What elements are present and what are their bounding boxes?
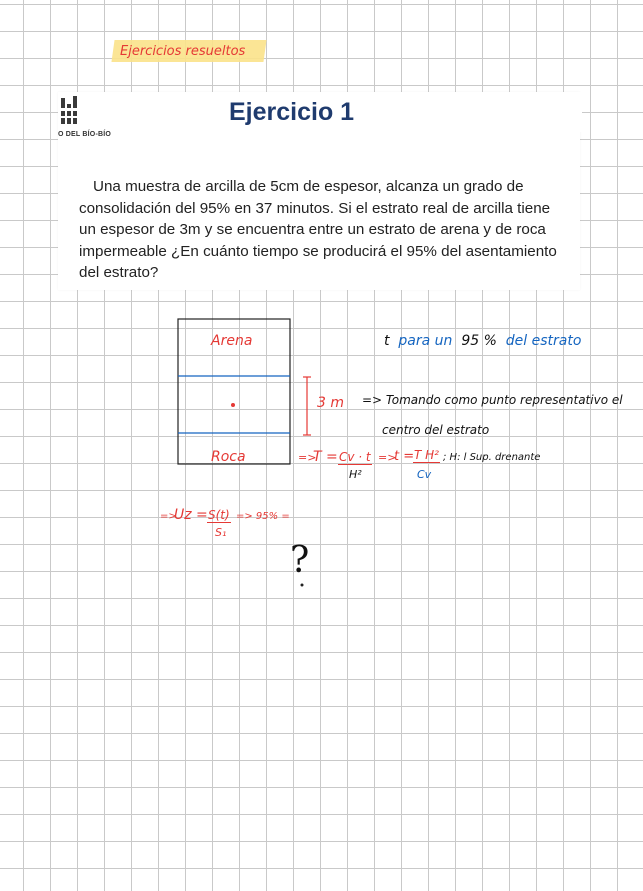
target-suffix: del estrato — [505, 333, 582, 349]
layer-label-roca: Roca — [211, 449, 246, 465]
eq1-numerator: Cv · t — [339, 450, 371, 464]
eq3-denominator: S₁ — [215, 526, 227, 539]
target-pct: 95 % — [461, 333, 497, 349]
target-statement — [384, 333, 581, 349]
thickness-label: 3 m — [317, 395, 344, 411]
question-dot — [301, 584, 304, 587]
eq2-numerator: T H² — [414, 448, 439, 462]
eq1-arrow: => — [298, 451, 317, 464]
target-t: t — [384, 333, 390, 349]
eq2-t: t = — [394, 449, 415, 464]
center-point — [231, 403, 235, 407]
logo-text: O DEL BÍO-BÍO — [58, 131, 112, 138]
eq1-denominator: H² — [349, 468, 362, 481]
point-note-line1: => Tomando como punto representativo el — [362, 393, 623, 407]
eq2-denominator: Cv — [417, 468, 432, 481]
point-note-line2: centro del estrato — [382, 423, 490, 437]
eq1-T: T = — [313, 449, 338, 465]
eq3-numerator: S(t) — [208, 508, 230, 522]
question-mark: ? — [290, 540, 310, 581]
section-label: Ejercicios resueltos — [120, 44, 246, 59]
eq2-arrow: => — [378, 451, 397, 464]
eq3-arrow: => — [160, 511, 177, 522]
layer-label-arena: Arena — [211, 333, 253, 349]
problem-text: Una muestra de arcilla de 5cm de espesor, alcanza un grado de consolidación del 95% en 37 minutos. Si el estrato real de arcilla tiene un espesor de 3m y se encuentra entre un estrato de arena y de roca impermeable ¿En cuánto tiempo se producirá el 95% del asentamiento del estrato? — [79, 178, 557, 281]
exercise-title: Ejercicio 1 — [229, 98, 355, 126]
eq2-note: ; H: l Sup. drenante — [443, 452, 541, 463]
eq3-rest: => 95% = — [236, 511, 290, 522]
eq3-U: Uz = — [174, 507, 208, 523]
target-mid: para un — [398, 333, 453, 349]
